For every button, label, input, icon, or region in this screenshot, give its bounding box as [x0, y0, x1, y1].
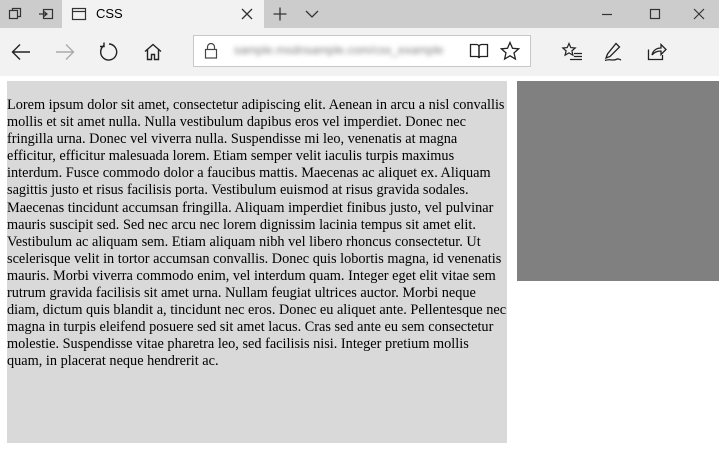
- close-window-icon[interactable]: [679, 0, 719, 28]
- tab-strip: [0, 0, 719, 28]
- share-icon: [647, 43, 667, 61]
- minimize-icon[interactable]: [585, 0, 629, 28]
- arrow-left-icon: [11, 43, 31, 61]
- arrow-right-icon: [55, 43, 75, 61]
- refresh-button[interactable]: [92, 36, 124, 68]
- chevron-down-icon[interactable]: [298, 0, 326, 28]
- maximize-icon[interactable]: [633, 0, 677, 28]
- page-viewport: [0, 76, 719, 449]
- set-aside-tabs-icon[interactable]: [34, 0, 58, 28]
- share-button[interactable]: [641, 36, 673, 68]
- home-button[interactable]: [137, 36, 169, 68]
- book-icon[interactable]: [469, 42, 489, 60]
- plus-icon[interactable]: [266, 0, 294, 28]
- star-icon[interactable]: [500, 41, 520, 61]
- main-content-box: [7, 81, 507, 443]
- refresh-icon: [98, 42, 118, 62]
- tab-actions-icon[interactable]: [4, 0, 26, 28]
- pen-icon: [603, 42, 623, 62]
- notes-button[interactable]: [597, 36, 629, 68]
- page-icon: [70, 0, 88, 28]
- home-icon: [144, 43, 162, 61]
- tab-css[interactable]: [62, 0, 264, 28]
- forward-button[interactable]: [49, 36, 81, 68]
- close-tab-icon[interactable]: [236, 0, 258, 28]
- lock-icon: [204, 43, 218, 59]
- favorites-hub-button[interactable]: [556, 36, 588, 68]
- tab-title: CSS: [96, 6, 123, 21]
- favorites-hub-icon: [561, 42, 583, 62]
- side-gray-box: [517, 81, 719, 281]
- url-text[interactable]: sample.msdnsample.com/css_example: [234, 43, 444, 57]
- lorem-paragraph: Lorem ipsum dolor sit amet, consectetur adipiscing elit. Aenean in arcu a nisl convallis mollis et sit amet nulla. Nulla vestibulum dapibus eros vel imperdiet. Donec nec fringilla urna. Donec vel viverra nulla. Suspendisse mi leo, venenatis at magna efficitur, efficitur malesuada lorem. Etiam semper velit iaculis turpis maximus interdum. Fusce commodo dolor a faucibus mattis. Maecenas ac aliquet ex. Aliquam sagittis justo et risus facilisis porta. Vestibulum euismod at risus gravida sodales. Maecenas tincidunt accumsan fringilla. Aliquam imperdiet finibus justo, vel pulvinar mauris suscipit sed. Sed nec arcu nec lorem dignissim lacinia tempus sit amet elit. Vestibulum ac aliquam sem. Etiam aliquam nibh vel libero rhoncus consectetur. Ut scelerisque velit in tortor accumsan convallis. Donec quis lobortis magna, id venenatis mauris. Morbi viverra commodo enim, vel interdum quam. Integer eget elit vitae sem rutrum gravida facilisis sit amet urna. Nullam feugiat ultrices auctor. Morbi neque diam, dictum quis blandit a, tincidunt nec eros. Donec eu aliquet ante. Pellentesque nec magna in turpis eleifend posuere sed sit amet lacus. Cras sed ante eu sem consectetur molestie. Suspendisse vitae pharetra leo, sed facilisis nisi. Integer pretium mollis quam, in placerat neque hendrerit ac.: [7, 97, 507, 370]
- navigation-bar: [0, 28, 719, 76]
- address-bar[interactable]: [193, 35, 531, 67]
- back-button[interactable]: [5, 36, 37, 68]
